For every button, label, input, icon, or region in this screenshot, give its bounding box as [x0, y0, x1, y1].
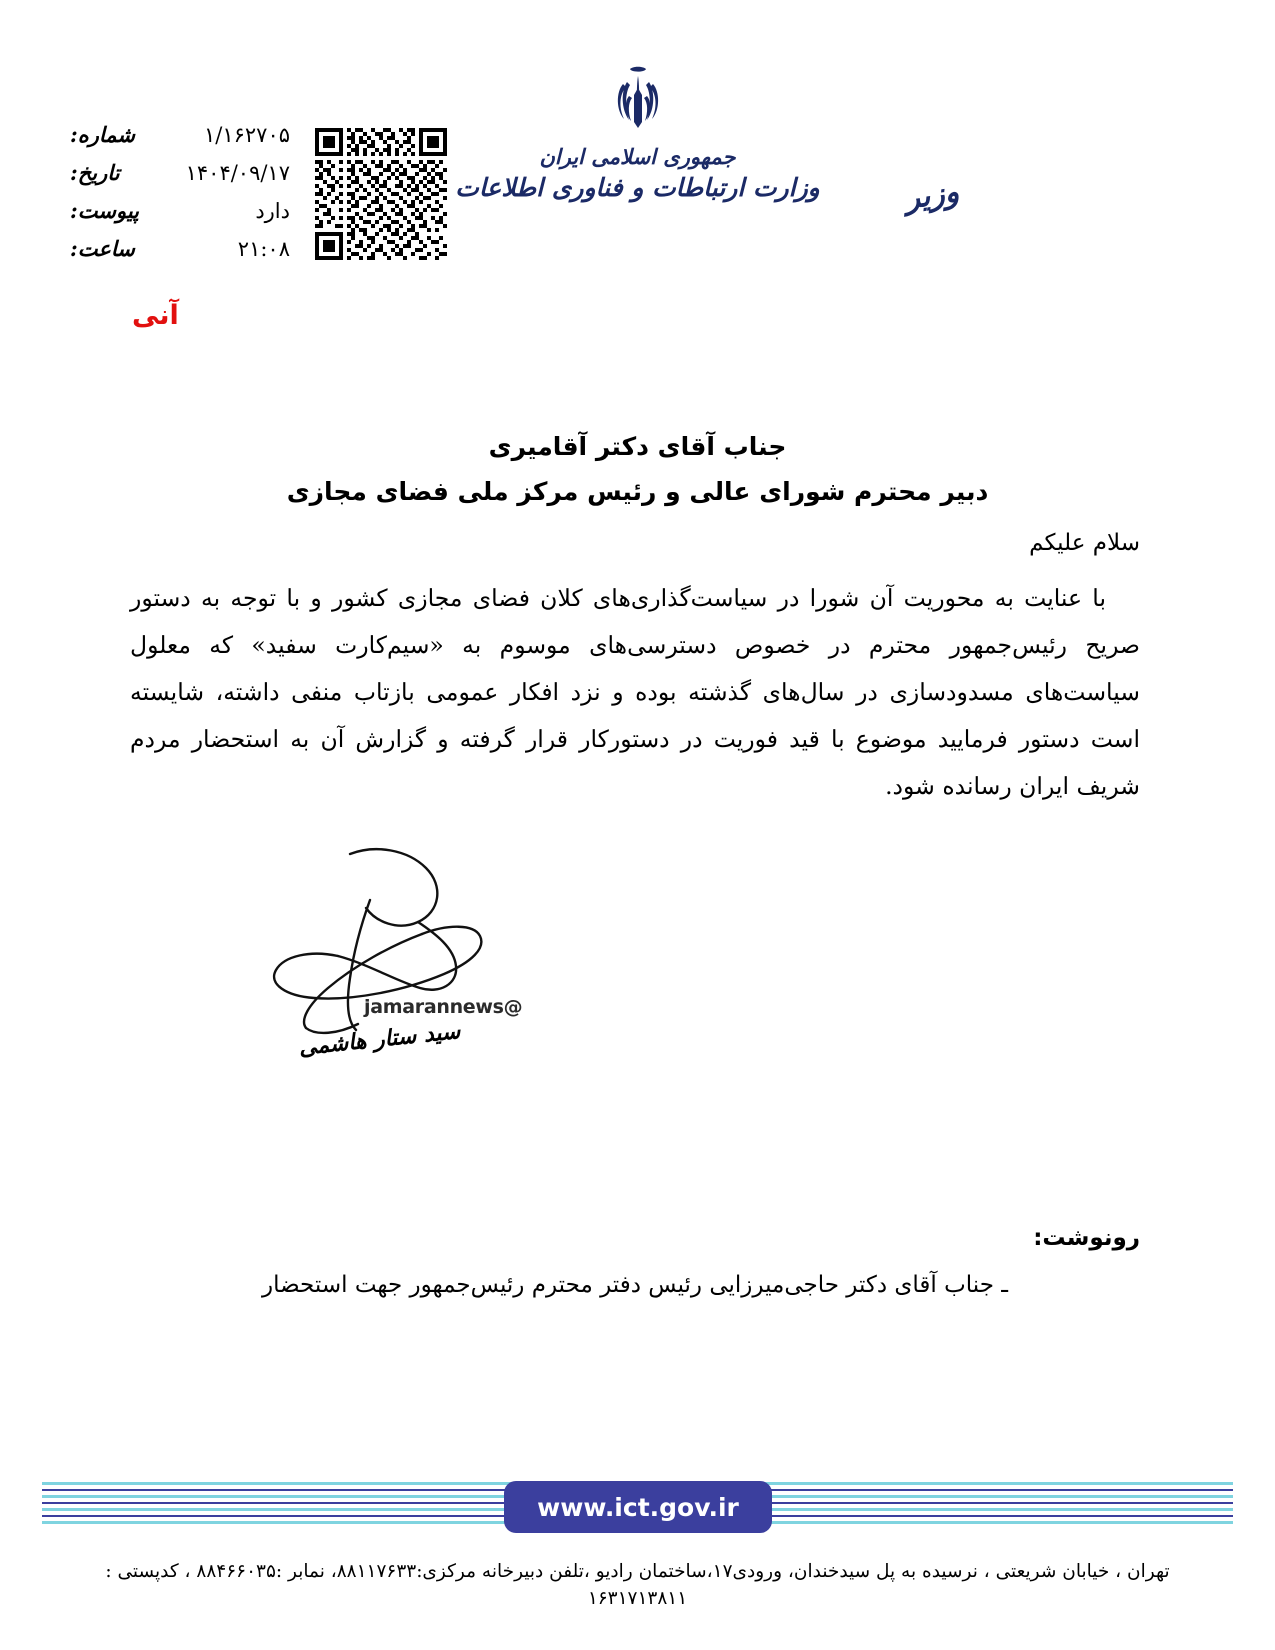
qr-code-icon — [315, 128, 447, 260]
metadata-value-time: ۲۱:۰۸ — [237, 237, 290, 261]
metadata-row-date — [70, 160, 290, 198]
watermark-handle: @jamarannews — [364, 996, 523, 1018]
letter-metadata-block — [70, 122, 290, 274]
cc-item: ـ جناب آقای دکتر حاجی‌میرزایی رئیس دفتر محترم رئیس‌جمهور جهت استحضار — [262, 1272, 1008, 1298]
organization-name: جمهوری اسلامی ایران — [539, 144, 736, 169]
letter-body: با عنایت به محوریت آن شورا در سیاست‌گذاری‌های کلان فضای مجازی کشور و با توجه به دستور صریح رئیس‌جمهور محترم در خصوص دسترسی‌های موسوم به «سیم‌کارت سفید» که معلول سیاست‌های مسدودسازی در سال‌های گذشته بوده و نزد افکار عمومی بازتاب منفی داشته، شایسته است دستور فرمایید موضوع با قید فوریت در دستورکار قرار گرفته و گزارش آن به استحضار مردم شریف ایران رسانده شود. — [130, 584, 1140, 800]
salutation: سلام علیکم — [1029, 530, 1140, 556]
addressee-name: جناب آقای دکتر آقامیری — [488, 432, 787, 461]
metadata-value-date: ۱۴۰۴/۰۹/۱۷ — [185, 161, 290, 185]
iran-emblem-icon — [603, 62, 673, 134]
footer-postal-code: ۱۶۳۱۷۱۳۸۱۱ — [587, 1588, 688, 1609]
cc-heading: رونوشت: — [1033, 1225, 1140, 1251]
ministry-name: وزارت ارتباطات و فناوری اطلاعات — [455, 173, 820, 202]
metadata-label-number: شماره: — [70, 122, 136, 147]
metadata-row-attachment — [70, 198, 290, 236]
website-url-text: www.ict.gov.ir — [537, 1492, 739, 1522]
metadata-row-number — [70, 122, 290, 160]
metadata-row-time — [70, 236, 290, 274]
metadata-value-attachment: دارد — [255, 199, 290, 223]
addressee-title: دبیر محترم شورای عالی و رئیس مرکز ملی فضای مجازی — [286, 476, 989, 506]
metadata-value-number: ۱/۱۶۲۷۰۵ — [203, 123, 290, 147]
urgency-badge: آنی — [132, 300, 179, 331]
signer-name: سید ستار هاشمی — [297, 1018, 462, 1061]
metadata-label-attachment: پیوست: — [70, 198, 139, 223]
minister-title-stamp: وزیر — [902, 174, 962, 217]
footer-address: تهران ، خیابان شریعتی ، نرسیده به پل سیدخندان، ورودی۱۷،ساختمان رادیو ،تلفن دبیرخانه مرکزی:۸۸۱۱۷۶۳۳، نمابر :۸۸۴۶۶۰۳۵ ، کدپستی : — [105, 1561, 1170, 1582]
website-url-badge[interactable] — [504, 1481, 772, 1533]
addressee-block — [0, 428, 1275, 512]
metadata-label-time: ساعت: — [70, 236, 135, 261]
metadata-label-date: تاریخ: — [70, 160, 120, 185]
